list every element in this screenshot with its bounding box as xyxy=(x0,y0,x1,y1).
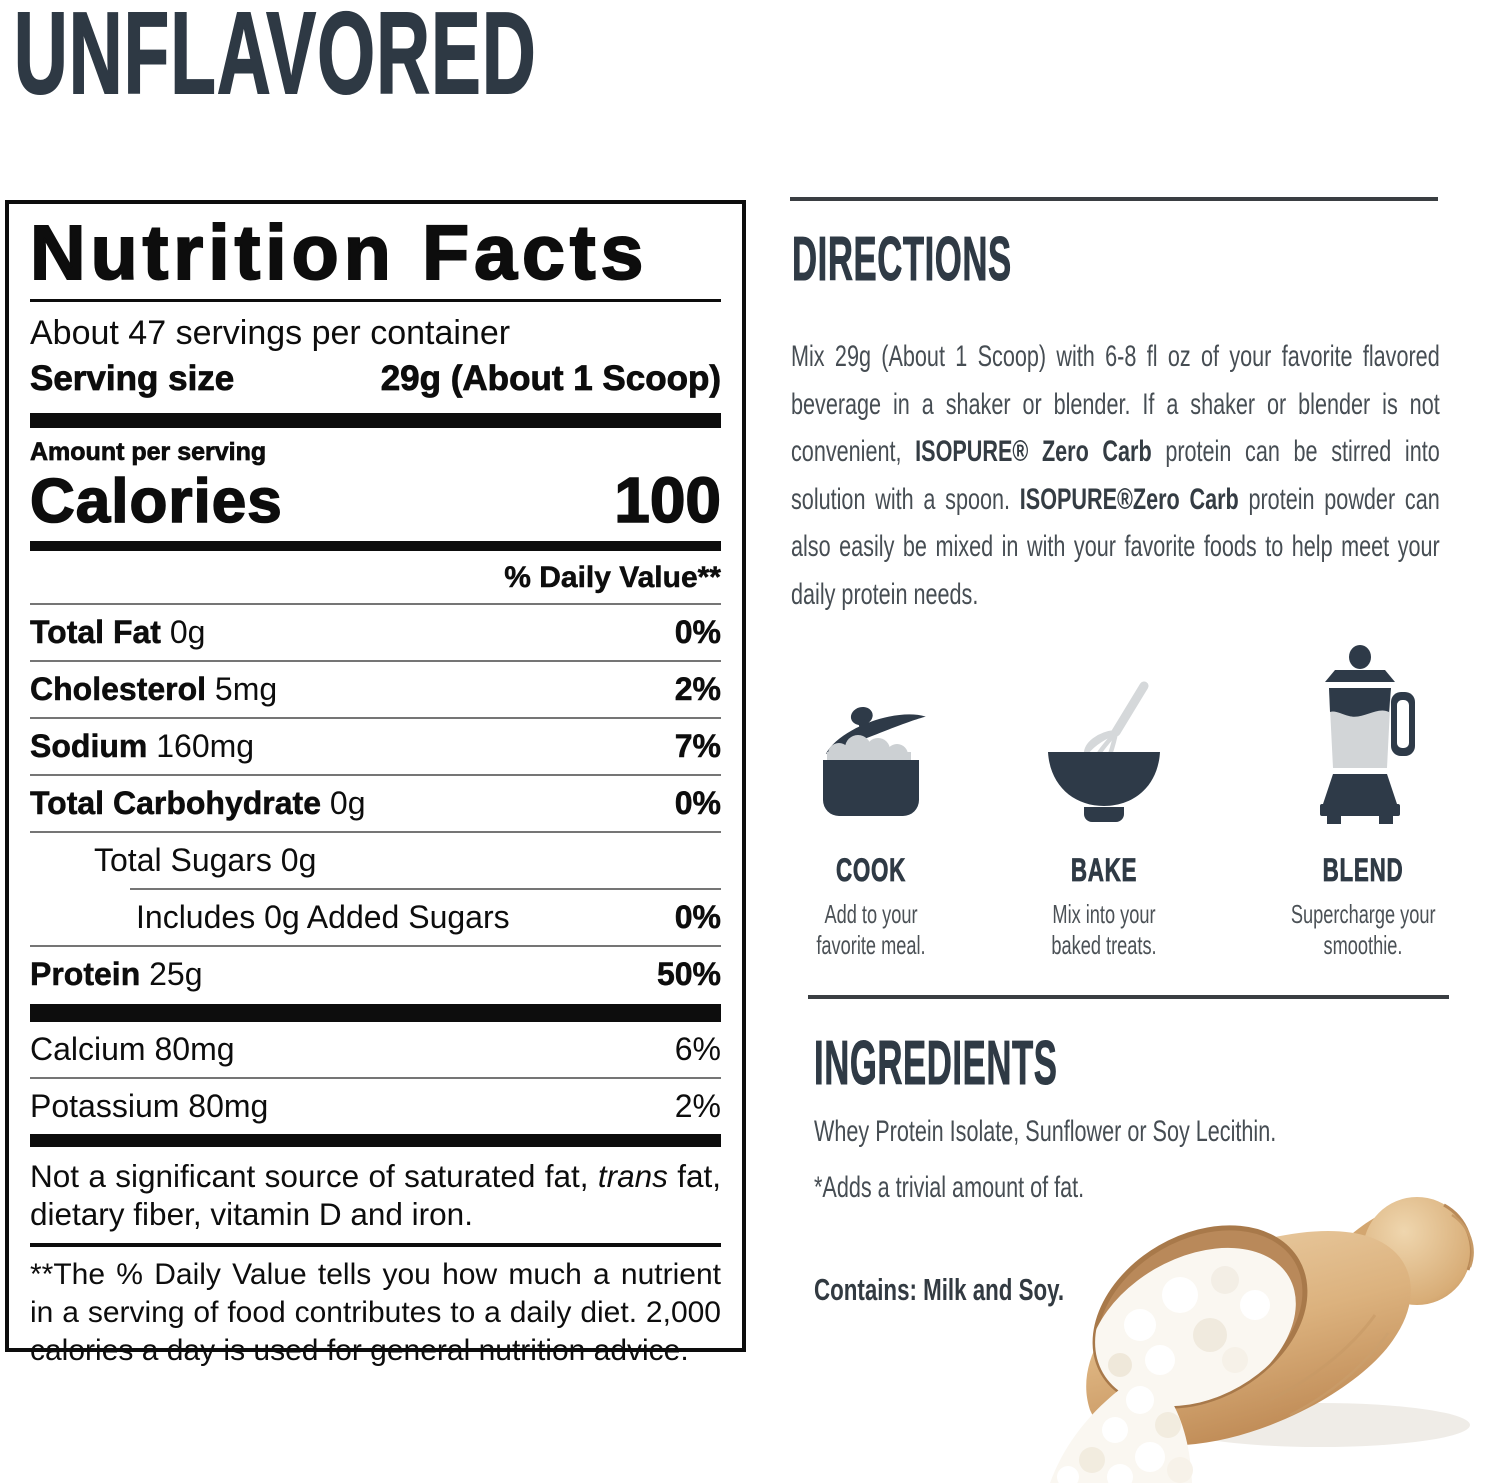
directions-text: protein powder can also easily be mixed in with your favorite foods to help meet your daily protein needs. xyxy=(791,482,1440,611)
footnote-not-significant xyxy=(30,1157,721,1234)
flavor-title: UNFLAVORED xyxy=(14,0,537,118)
nutrient-amount: 0g xyxy=(169,613,206,650)
caption-line: smoothie. xyxy=(1323,929,1403,960)
brand-name: ISOPURE®Zero Carb xyxy=(1019,482,1239,516)
nutrient-dv: 7% xyxy=(674,727,721,764)
nutrition-facts-title: Nutrition Facts xyxy=(30,210,649,296)
method-caption xyxy=(1032,899,1176,961)
amount-per-serving-label: Amount per serving xyxy=(30,437,267,466)
nutrient-row-total-sugars xyxy=(30,833,721,888)
method-caption xyxy=(1291,899,1435,961)
directions-text: Mix 29g (About 1 Scoop) with 6-8 fl oz of your favorite flavored beverage in a shaker or blender. If a shaker or blender is not convenient, xyxy=(791,340,1440,469)
ingredients-line: Whey Protein Isolate, Sunflower or Soy Lecithin. xyxy=(814,1115,1277,1148)
method-label: BLEND xyxy=(1322,852,1404,888)
pot-icon xyxy=(768,640,974,832)
footnote-daily-value: **The % Daily Value tells you how much a nutrient in a serving of food contributes to a daily diet. 2,000 calories a day is used for general nutrition advice. xyxy=(30,1257,721,1367)
calories-value: 100 xyxy=(614,463,721,536)
nutrient-name: Includes 0g Added Sugars xyxy=(136,898,510,935)
servings-per-container: About 47 servings per container xyxy=(30,313,511,352)
footnote-text: fat, dietary fiber, vitamin D and iron. xyxy=(30,1157,721,1233)
calories-row xyxy=(30,463,721,537)
thick-bar xyxy=(30,1004,721,1022)
ingredients-footnote: *Adds a trivial amount of fat. xyxy=(814,1170,1085,1204)
divider xyxy=(30,299,721,302)
nutrient-dv: 0% xyxy=(674,784,721,821)
nutrient-dv: 50% xyxy=(656,955,721,992)
nutrient-dv: 0% xyxy=(674,613,721,650)
nutrient-name: Total Fat xyxy=(30,613,161,650)
nutrient-name: Cholesterol xyxy=(30,670,207,707)
thick-bar xyxy=(30,1134,721,1147)
nutrient-row-total-carbohydrate xyxy=(30,776,721,831)
allergen-statement: Contains: Milk and Soy. xyxy=(814,1272,1065,1307)
caption-line: baked treats. xyxy=(1051,929,1157,960)
nutrient-name: Calcium 80mg xyxy=(30,1030,235,1067)
nutrient-name: Total Carbohydrate xyxy=(30,784,321,821)
thick-bar xyxy=(30,413,721,428)
nutrient-dv: 2% xyxy=(674,1087,721,1124)
divider xyxy=(30,1243,721,1247)
nutrient-name: Total Sugars xyxy=(94,841,272,878)
nutrient-amount: 25g xyxy=(149,955,203,992)
serving-size-row xyxy=(30,359,721,399)
method-blend xyxy=(1260,640,1466,961)
caption-line: Add to your xyxy=(824,899,918,929)
method-caption xyxy=(799,899,943,961)
nutrient-row-sodium xyxy=(30,719,721,774)
nutrient-amount: 5mg xyxy=(214,670,278,707)
daily-value-header: % Daily Value** xyxy=(504,560,721,594)
method-cook xyxy=(768,640,974,961)
method-label: BAKE xyxy=(1070,852,1138,888)
thick-bar xyxy=(30,541,721,551)
protein-scoop-image xyxy=(1020,1175,1500,1483)
caption-line: favorite meal. xyxy=(816,929,926,960)
nutrient-row-cholesterol xyxy=(30,662,721,717)
caption-line: Supercharge your xyxy=(1290,899,1436,929)
nutrient-dv: 6% xyxy=(674,1030,721,1067)
nutrient-dv: 0% xyxy=(674,898,721,935)
method-bake xyxy=(1001,640,1207,961)
nutrient-row-total-fat xyxy=(30,605,721,660)
method-label: COOK xyxy=(836,852,906,888)
caption-line: Mix into your xyxy=(1052,899,1156,929)
nutrient-amount: 0g xyxy=(329,784,366,821)
ingredients-heading: INGREDIENTS xyxy=(814,1029,1058,1098)
nutrient-amount: 160mg xyxy=(156,727,255,764)
serving-size-label: Serving size xyxy=(30,358,235,398)
nutrient-dv: 2% xyxy=(674,670,721,707)
section-divider xyxy=(790,197,1438,201)
mineral-row-calcium xyxy=(30,1022,721,1077)
footnote-text: Not a significant source of saturated fat, xyxy=(30,1157,598,1194)
serving-size-value: 29g (About 1 Scoop) xyxy=(380,358,721,398)
directions-paragraph xyxy=(791,333,1440,618)
nutrient-row-protein xyxy=(30,947,721,1002)
directions-text: protein can be stirred into solution with a spoon. xyxy=(791,435,1440,516)
nutrient-row-added-sugars xyxy=(30,890,721,945)
nutrient-name: Potassium 80mg xyxy=(30,1087,269,1124)
mineral-row-potassium xyxy=(30,1079,721,1134)
blender-icon xyxy=(1260,640,1466,832)
brand-name: ISOPURE® Zero Carb xyxy=(915,435,1152,469)
nutrient-name: Protein xyxy=(30,955,141,992)
nutrient-amount: 0g xyxy=(280,841,317,878)
footnote-italic-trans: trans xyxy=(597,1157,668,1194)
directions-heading: DIRECTIONS xyxy=(792,225,1012,294)
nutrient-name: Sodium xyxy=(30,727,148,764)
nutrition-facts-panel xyxy=(5,200,746,1367)
calories-label: Calories xyxy=(30,466,283,536)
bowl-whisk-icon xyxy=(1001,640,1207,832)
section-divider xyxy=(808,995,1449,999)
